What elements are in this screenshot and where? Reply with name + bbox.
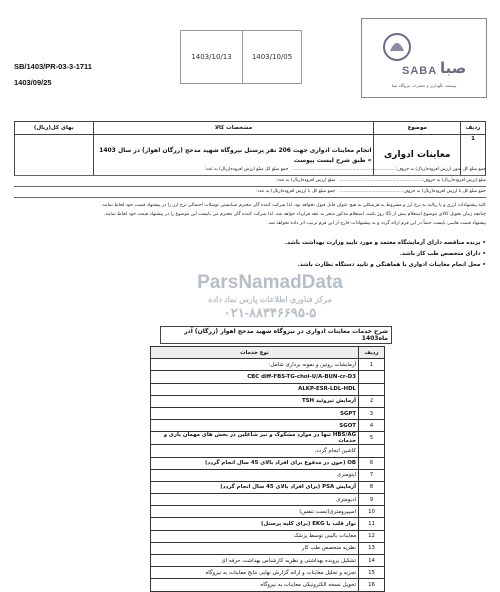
service-number: 9 <box>359 494 385 506</box>
service-row <box>151 469 385 481</box>
sum-with-vat: جمع مبلغ کل مبلغ ارزش افزوده(ریال) به عدد: <box>204 167 289 172</box>
service-number: 6 <box>359 457 385 469</box>
service-number: 4 <box>359 420 385 432</box>
service-row <box>151 567 385 579</box>
service-text: SGPT <box>151 407 359 419</box>
service-text: CBC diff-FBS-TG-chol-U/A-BUN-cr-D3 <box>151 371 359 383</box>
service-number: 10 <box>359 506 385 518</box>
service-row <box>151 555 385 567</box>
company-logo <box>361 18 487 98</box>
service-row <box>151 371 385 383</box>
sum-no-vat: جمع مبلغ کل بدون ارزش افزوده(ریال) به حروف:.......................................................................... <box>292 167 486 172</box>
service-number: 8 <box>359 481 385 493</box>
watermark <box>150 272 390 321</box>
date-box-2: 1403/10/05 <box>242 30 302 84</box>
service-row <box>151 579 385 591</box>
logo-latin-text: SABA <box>402 65 438 77</box>
subject-value: معاینات ادواری <box>374 135 461 176</box>
logo-subtitle: توسعه، نگهداری و تعمیرات نیروگاه صبا <box>391 83 457 88</box>
requirement-item: • برنده مناقصه دارای آزمایشگاه معتمد و مورد تایید وزارت بهداشت باشد. <box>285 240 486 246</box>
service-text: OB (خون در مدفوع برای افراد بالای 45 سال انجام گردد) <box>151 457 359 469</box>
service-row <box>151 481 385 493</box>
spec-line-1: انجام معاینات ادواری جهت 206 نفر پرسنل نیروگاه شهید مدحج (زرگان اهواز) در سال 1403 <box>99 146 372 154</box>
service-text: تجزیه و تحلیل معاینات و ارائه گزارش نهایی نتایج معاینات به نیروگاه <box>151 567 359 579</box>
service-number <box>359 445 385 457</box>
header-subject: موضوع <box>374 122 461 135</box>
saba-flame-icon <box>378 31 416 63</box>
notes-block <box>14 201 486 228</box>
grand-total-text: جمع مبلغ کل با ارزش افزوده(ریال) به حروف:............................................. <box>339 189 486 194</box>
service-number <box>359 383 385 395</box>
service-text: آزمایش PSA (برای افراد بالای 45 سال انجام گردد) <box>151 481 359 493</box>
service-number: 7 <box>359 469 385 481</box>
service-row <box>151 506 385 518</box>
service-number: 1 <box>359 359 385 371</box>
service-row <box>151 359 385 371</box>
vat-amount-text: مبلغ ارزش افزوده(ریال) به حروف:........................................................... <box>339 178 486 183</box>
service-text: اپتومتری <box>151 469 359 481</box>
date-box-1: 1403/10/13 <box>180 30 243 84</box>
service-text: معاینات بالینی توسط پزشک <box>151 530 359 542</box>
service-row <box>151 530 385 542</box>
service-number: 16 <box>359 579 385 591</box>
logo-farsi-text: صبا <box>440 59 467 77</box>
vat-amount-num: مبلغ ارزش افزوده(ریال) به عدد: <box>276 178 336 183</box>
note-item: پیشنهاد قیمت هاسی بایست حتماً در این فرم ارائه گردد و به پیشنهادات خارج از این فرم ترتیب اثر داده نخواهد شد. <box>267 221 486 226</box>
service-number: 11 <box>359 518 385 530</box>
service-number: 2 <box>359 395 385 407</box>
service-text: SGOT <box>151 420 359 432</box>
service-text: تشکیل پرونده بهداشتی و نظریه کارشناس بهداشت حرفه ای <box>151 555 359 567</box>
service-text: کاشین انجام گردد. <box>151 445 359 457</box>
note-item: چنانچه زمان تحویل کالای موضوع استعلام بیش از 45 روز باشد، استعلام مذکور منجر به عقد قرارداد خواهد شد. لذا شرکت کننده گان محترم می بایست این موضوع را در پیشنهاد قیمت خود لحاظ نمایند. <box>103 212 486 217</box>
requirements-list <box>160 240 486 273</box>
service-row <box>151 420 385 432</box>
service-text: نوار قلب یا EKG (برای کلیه پرسنل) <box>151 518 359 530</box>
service-text: آزمایش تیروئید TSH <box>151 395 359 407</box>
header-row: ردیف <box>461 122 486 135</box>
reference-date: 1403/09/25 <box>14 78 52 87</box>
services-header-row: ردیف <box>359 347 385 359</box>
service-text: نظریه متخصص طب کار <box>151 542 359 554</box>
services-table <box>150 346 385 592</box>
service-number <box>359 371 385 383</box>
service-row <box>151 383 385 395</box>
totals-block <box>14 165 486 198</box>
service-row <box>151 542 385 554</box>
header-total-price: بهای کل(ریال) <box>15 122 94 135</box>
service-number: 14 <box>359 555 385 567</box>
requirement-item: • محل انجام معاینات ادواری با هماهنگی و تایید دستگاه نظارت باشد. <box>297 262 486 268</box>
services-title: شرح خدمات معاینات ادواری در نیروگاه شهید مدحج اهواز (زرگان) آذر ماه1403 <box>160 326 392 344</box>
service-row <box>151 407 385 419</box>
reference-number: SB/1403/PR-03-3-1711 <box>14 62 92 71</box>
service-text: ALKP-ESR-LDL-HDL <box>151 383 359 395</box>
service-row <box>151 395 385 407</box>
watermark-site: ParsNamadData <box>197 272 343 293</box>
service-number: 12 <box>359 530 385 542</box>
service-text: HBS/AG تنها در موارد مشکوک و نیز شاغلین در بخش های مهمان یاری و خدمات <box>151 432 359 445</box>
requirement-item: • دارای متخصص طب کار باشد. <box>399 251 486 257</box>
service-text: ادیومتری <box>151 494 359 506</box>
note-item: کلیه پیشنهادات ارزی و یا ریالیه به نرخ ارز و مشروط به هرشکلی به هیچ عنوان قابل قبول نخواهد بود. لذا شرکت کننده گان محترم میبایستی توسلات احتمالی نرخ ارز را در پیشنهاد قیمت خود لحاظ نمایند. <box>101 203 486 208</box>
service-number: 3 <box>359 407 385 419</box>
spec-line-2: » طبق شرح لیست پیوست <box>293 156 372 164</box>
watermark-tagline: مرکز فناوری اطلاعات پارس نماد داده <box>208 295 332 304</box>
service-text: تحویل نسخه الکترونیکی معاینات به نیروگاه <box>151 579 359 591</box>
service-number: 15 <box>359 567 385 579</box>
service-row <box>151 432 385 445</box>
service-number: 13 <box>359 542 385 554</box>
watermark-phone: ۰۲۱-۸۸۳۴۶۶۹۵-۵ <box>223 305 317 320</box>
service-row <box>151 518 385 530</box>
service-row <box>151 445 385 457</box>
service-row <box>151 457 385 469</box>
grand-total-num: جمع مبلغ کل با ارزش افزوده(ریال) به عدد: <box>256 189 336 194</box>
services-header-service: نوع خدمات <box>151 347 359 359</box>
service-row <box>151 494 385 506</box>
service-text: اسپیرومتری(تست تنفس) <box>151 506 359 518</box>
service-text: آزمایشات روتین و نمونه برداری شامل: <box>151 359 359 371</box>
header-spec: مشخصات کالا <box>93 122 374 135</box>
service-number: 5 <box>359 432 385 445</box>
row-number: 1 <box>461 135 486 176</box>
